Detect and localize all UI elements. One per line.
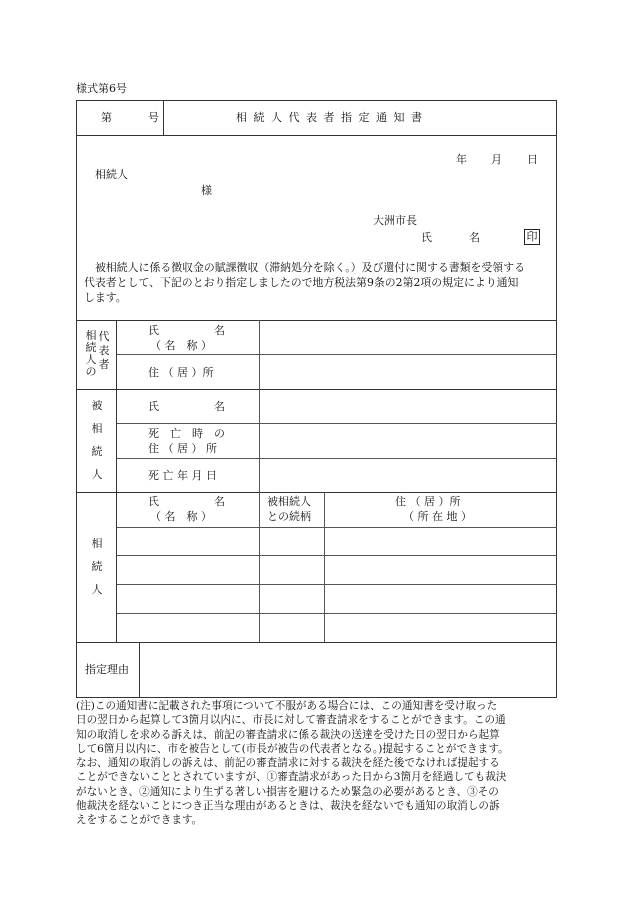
body-line-1: 被相続人に係る徴収金の賦課徴収（滞納処分を除く。）及び還付に関する書類を受領する (95, 261, 525, 274)
note-line: して6箇月以内に、市を被告として(市長が被告の代表者となる。)提起することができます。 (76, 742, 509, 755)
number-label-suffix: 号 (148, 111, 159, 124)
document-title: 相 続 人 代 表 者 指 定 通 知 書 (236, 111, 424, 124)
body-line-3: します。 (84, 291, 127, 304)
rep-address-label: 住 （ 居 ）所 (148, 366, 214, 379)
sender-office: 大洲市長 (373, 214, 417, 227)
form-frame (76, 100, 557, 698)
addressee-honorific: 様 (201, 184, 212, 197)
heirs-group-label: 相 続 人 (91, 537, 103, 596)
note-line: 他裁決を経ないことにつき正当な理由があるときは、裁決を経ないでも通知の取消しの訴 (76, 800, 500, 813)
deceased-address-label-2: 住 （ 居 ） 所 (148, 442, 217, 455)
addressee-label: 相続人 (95, 168, 128, 181)
legal-note (76, 699, 560, 828)
note-line: 日の翌日から起算して3箇月以内に、市長に対して審査請求をすることができます。この通 (76, 714, 506, 727)
heirs-col-relation-label-1: 被相続人 (267, 495, 311, 508)
note-line: えをすることができます。 (76, 814, 203, 827)
note-line: なお、通知の取消しの訴えは、前記の審査請求に対する裁決を経た後でなければ提起する (76, 757, 500, 770)
heirs-col-name-sub-label: （ 名 称 ） (150, 510, 212, 523)
note-line: 知の取消しを求める訴えは、前記の審査請求に係る裁決の送達を受けた日の翌日から起算 (76, 728, 500, 741)
note-line: がないとき、②通知により生ずる著しい損害を避けるため緊急の必要があるとき、③その (76, 785, 499, 798)
date-year: 年 (456, 153, 467, 166)
note-line: (注)この通知書に記載された事項について不服がある場合には、この通知書を受け取った (76, 700, 498, 712)
rep-name-label: 氏 名 (148, 324, 225, 337)
deceased-address-label-1: 死 亡 時 の (148, 427, 225, 440)
form-number: 様式第6号 (76, 82, 127, 95)
reason-label: 指定理由 (85, 663, 129, 676)
deceased-date-label: 死 亡 年 月 日 (148, 469, 217, 482)
heirs-col-address-label-1: 住 （ 居 ）所 (395, 495, 461, 508)
representative-group-label-col-1: 相 続 人 の (85, 329, 97, 378)
deceased-name-label: 氏 名 (148, 400, 225, 413)
heirs-col-name-label: 氏 名 (148, 495, 225, 508)
representative-group-label-col-2: 代 表 者 (98, 330, 110, 371)
date-day: 日 (527, 153, 538, 166)
sender-name-label-2: 名 (469, 231, 480, 244)
deceased-group-label: 被 相 続 人 (91, 399, 103, 481)
date-month: 月 (491, 153, 502, 166)
sender-name-label-1: 氏 (421, 231, 432, 244)
note-line: ことができないこととされていますが、①審査請求があった日から3箇月を経過しても裁決 (76, 771, 507, 784)
rep-name-sub-label: （ 名 称 ） (150, 339, 212, 352)
body-line-2: 代表者として、下記のとおり指定しましたので地方税法第9条の2第2項の規定により通知 (84, 276, 519, 289)
number-label-prefix: 第 (101, 111, 112, 124)
heirs-col-address-label-2: （ 所 在 地 ） (403, 510, 472, 523)
heirs-col-relation-label-2: との続柄 (267, 510, 311, 523)
seal-mark: 印 (524, 229, 540, 245)
